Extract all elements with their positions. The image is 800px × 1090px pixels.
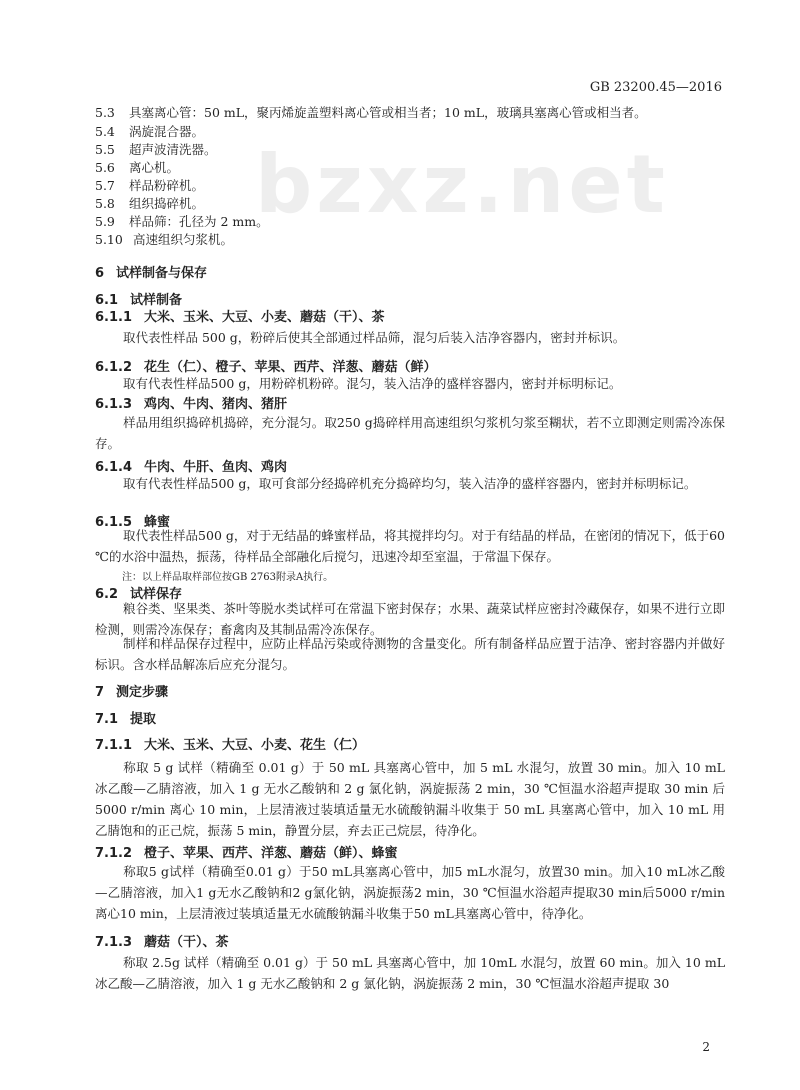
subsection-heading: 6.1 试样制备 <box>95 293 183 308</box>
subsection-heading: 7.1.1 大米、玉米、大豆、小麦、花生（仁） <box>95 738 366 753</box>
list-item: 5.8 组织捣碎机。 <box>95 196 205 211</box>
paragraph: 称取5 g试样（精确至0.01 g）于50 mL具塞离心管中，加5 mL水混匀，放置30 min。加入10 mL冰乙酸—乙腈溶液，加入1 g无水乙酸钠和2 g氯化钠，涡旋振荡2 min，30 ℃恒温水浴超声提取30 min后5000 r/min离心10 min，上层清液过装填适量无水硫酸钠漏斗收集于50 mL具塞离心管中，待净化。 <box>95 864 725 921</box>
subsection-heading: 7.1.3 蘑菇（干）、茶 <box>95 935 229 950</box>
paragraph: 取有代表性样品500 g，取可食部分经捣碎机充分捣碎均匀，装入洁净的盛样容器内，密封并标明标记。 <box>123 476 697 491</box>
list-item: 5.4 涡旋混合器。 <box>95 124 205 139</box>
paragraph: 制样和样品保存过程中，应防止样品污染或待测物的含量变化。所有制备样品应置于洁净、密封容器内并做好标识。含水样品解冻后应充分混匀。 <box>95 636 725 672</box>
standard-code: GB 23200.45—2016 <box>589 80 722 95</box>
list-item: 5.6 离心机。 <box>95 160 180 175</box>
section-heading: 7 测定步骤 <box>95 685 169 700</box>
list-item: 5.9 样品筛：孔径为 2 mm。 <box>95 214 269 229</box>
subsection-heading: 6.1.5 蜂蜜 <box>95 515 171 530</box>
list-item: 5.3 具塞离心管：50 mL，聚丙烯旋盖塑料离心管或相当者；10 mL，玻璃具塞离心管或相当者。 <box>95 105 647 120</box>
subsection-heading: 7.1 提取 <box>95 712 157 727</box>
list-item: 5.5 超声波清洗器。 <box>95 142 217 157</box>
subsection-heading: 6.1.1 大米、玉米、大豆、小麦、蘑菇（干）、茶 <box>95 310 385 325</box>
paragraph: 粮谷类、坚果类、茶叶等脱水类试样可在常温下密封保存；水果、蔬菜试样应密封冷藏保存，如果不进行立即检测，则需冷冻保存；畜禽肉及其制品需冷冻保存。 <box>95 601 725 637</box>
subsection-heading: 6.1.2 花生（仁）、橙子、苹果、西芹、洋葱、蘑菇（鲜） <box>95 360 437 375</box>
list-item: 5.7 样品粉碎机。 <box>95 178 205 193</box>
subsection-heading: 6.1.4 牛肉、牛肝、鱼肉、鸡肉 <box>95 460 288 475</box>
paragraph: 称取 2.5g 试样（精确至 0.01 g）于 50 mL 具塞离心管中，加 10mL 水混匀，放置 60 min。加入 10 mL 冰乙酸—乙腈溶液，加入 1 g 无水乙酸钠和 2 g 氯化钠，涡旋振荡 2 min，30 ℃恒温水浴超声提取 30 <box>95 955 725 991</box>
paragraph: 取有代表性样品500 g，用粉碎机粉碎。混匀，装入洁净的盛样容器内，密封并标明标记。 <box>123 376 622 391</box>
watermark: bzxz.net <box>255 138 669 231</box>
paragraph: 称取 5 g 试样（精确至 0.01 g）于 50 mL 具塞离心管中，加 5 mL 水混匀，放置 30 min。加入 10 mL 冰乙酸—乙腈溶液，加入 1 g 无水乙酸钠和 2 g 氯化钠，涡旋振荡 2 min，30 ℃恒温水浴超声提取 30 min 后 5000 r/min 离心 10 min，上层清液过装填适量无水硫酸钠漏斗收集于 50 mL 具塞离心管中，加入 10 mL 用乙腈饱和的正己烷，振荡 5 min，静置分层，弃去正己烷层，待净化。 <box>95 760 725 838</box>
page-number: 2 <box>702 1040 710 1054</box>
paragraph: 样品用组织捣碎机捣碎，充分混匀。取250 g捣碎样用高速组织匀浆机匀浆至糊状，若不立即测定则需冷冻保存。 <box>95 415 725 451</box>
paragraph: 取代表性样品500 g，对于无结晶的蜂蜜样品，将其搅拌均匀。对于有结晶的样品，在密闭的情况下，低于60 ℃的水浴中温热，振荡，待样品全部融化后搅匀，迅速冷却至室温，于常温下保存。 <box>95 528 725 564</box>
subsection-heading: 6.1.3 鸡肉、牛肉、猪肉、猪肝 <box>95 397 288 412</box>
paragraph: 取代表性样品 500 g，粉碎后使其全部通过样品筛，混匀后装入洁净容器内，密封并标识。 <box>123 330 626 345</box>
subsection-heading: 7.1.2 橙子、苹果、西芹、洋葱、蘑菇（鲜）、蜂蜜 <box>95 846 398 861</box>
list-item: 5.10 高速组织匀浆机。 <box>95 232 234 247</box>
subsection-heading: 6.2 试样保存 <box>95 587 183 602</box>
note: 注：以上样品取样部位按GB 2763附录A执行。 <box>122 572 334 583</box>
section-heading: 6 试样制备与保存 <box>95 266 208 281</box>
